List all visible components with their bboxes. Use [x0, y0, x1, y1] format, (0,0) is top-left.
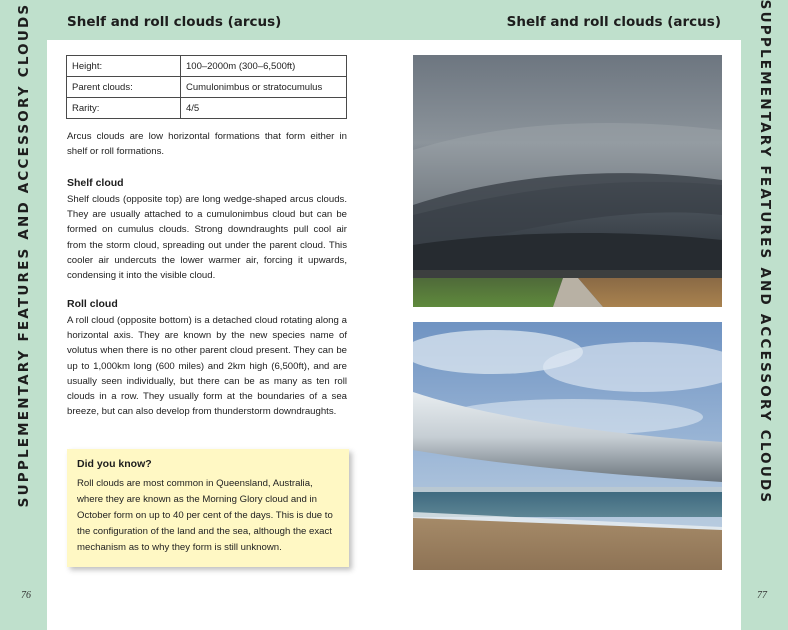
intro-paragraph: [67, 129, 347, 159]
roll-cloud-heading: Roll cloud: [67, 298, 118, 310]
fact-label: Rarity:: [67, 98, 181, 119]
roll-cloud-paragraph: [67, 313, 347, 419]
roll-cloud-photo: [413, 322, 722, 570]
table-row: [67, 77, 347, 98]
shelf-cloud-photo: [413, 55, 722, 307]
table-row: [67, 56, 347, 77]
did-you-know-text: Roll clouds are most common in Queensland, Australia, where they are known as the Morning Glory cloud and in October form on up to 40 per cent of the days. This is due to the configuration of the land and the sea, although the exact mechanism as to why they form is still unknown.: [77, 478, 333, 553]
roll-cloud-text: A roll cloud (opposite bottom) is a detached cloud rotating along a horizontal axis. They are known by the new species name of volutus when there is no other parent cloud present. They can be up to 1,000km long (600 miles) and 2km high (6,500ft), and are usually seen individually, but there can be as many as ten roll clouds in a row. They usually form at the boundaries of a sea breeze, but can also develop from thunderstorm downdraughts.: [67, 315, 347, 418]
shelf-cloud-paragraph: [67, 192, 347, 283]
right-section-title: SUPPLEMENTARY FEATURES AND ACCESSORY CLOUDS: [757, 0, 773, 505]
shelf-cloud-heading: Shelf cloud: [67, 177, 124, 189]
fact-value: Cumulonimbus or stratocumulus: [181, 77, 347, 98]
fact-label: Parent clouds:: [67, 77, 181, 98]
left-section-title: SUPPLEMENTARY FEATURES AND ACCESSORY CLOUDS: [16, 2, 32, 508]
intro-text: Arcus clouds are low horizontal formations that form either in shelf or roll formations.: [67, 131, 347, 158]
right-page-number: 77: [757, 590, 767, 601]
did-you-know-box: [67, 449, 349, 567]
did-you-know-title: Did you know?: [77, 458, 152, 470]
right-page-title: Shelf and roll clouds (arcus): [506, 14, 721, 30]
left-page-title: Shelf and roll clouds (arcus): [67, 14, 282, 30]
fact-label: Height:: [67, 56, 181, 77]
fact-value: 100–2000m (300–6,500ft): [181, 56, 347, 77]
facts-table: [66, 55, 347, 119]
left-page-number: 76: [21, 590, 31, 601]
shelf-cloud-text: Shelf clouds (opposite top) are long wedge-shaped arcus clouds. They are usually attached to a cumulonimbus cloud but can be formed on cumulus clouds. Strong downdraughts pull cool air from the storm cloud, spreading out under the parent cloud. This cooler air undercuts the lower warmer air, forcing it upwards, condensing it into the visible cloud.: [67, 194, 347, 282]
table-row: [67, 98, 347, 119]
fact-value: 4/5: [181, 98, 347, 119]
